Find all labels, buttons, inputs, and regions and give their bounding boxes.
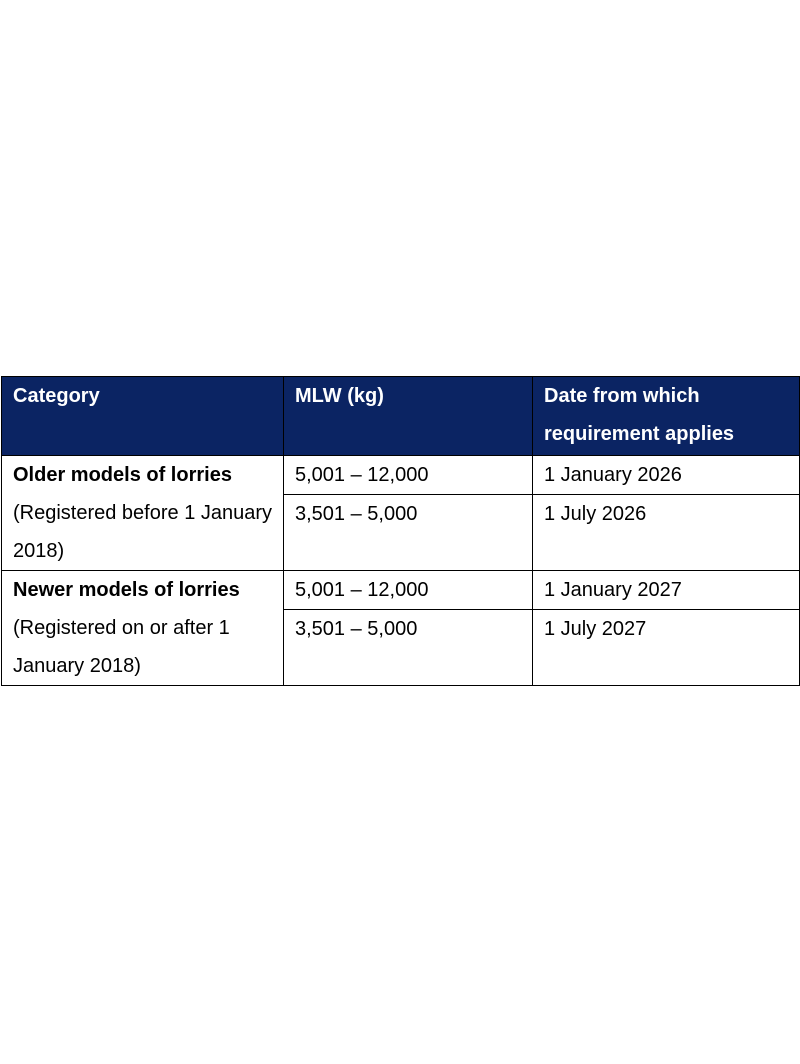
table-row: [2, 456, 800, 495]
header-date: Date from which requirement applies: [533, 377, 800, 456]
date-cell: 1 January 2027: [533, 571, 800, 610]
date-cell: 1 January 2026: [533, 456, 800, 495]
category-note: (Registered on or after 1 January 2018): [13, 617, 230, 677]
table-header-row: [2, 377, 800, 456]
header-mlw: MLW (kg): [284, 377, 533, 456]
header-category: Category: [2, 377, 284, 456]
mlw-cell: 5,001 – 12,000: [284, 456, 533, 495]
category-note: (Registered before 1 January 2018): [13, 502, 273, 562]
table-row: [2, 571, 800, 610]
date-cell: 1 July 2026: [533, 495, 800, 571]
date-cell: 1 July 2027: [533, 610, 800, 686]
requirements-table-wrapper: [1, 376, 799, 686]
category-cell-newer: [2, 571, 284, 686]
requirements-table: [1, 376, 800, 686]
mlw-cell: 5,001 – 12,000: [284, 571, 533, 610]
mlw-cell: 3,501 – 5,000: [284, 495, 533, 571]
category-title: Older models of lorries: [13, 464, 232, 486]
category-title: Newer models of lorries: [13, 579, 240, 601]
mlw-cell: 3,501 – 5,000: [284, 610, 533, 686]
category-cell-older: [2, 456, 284, 571]
